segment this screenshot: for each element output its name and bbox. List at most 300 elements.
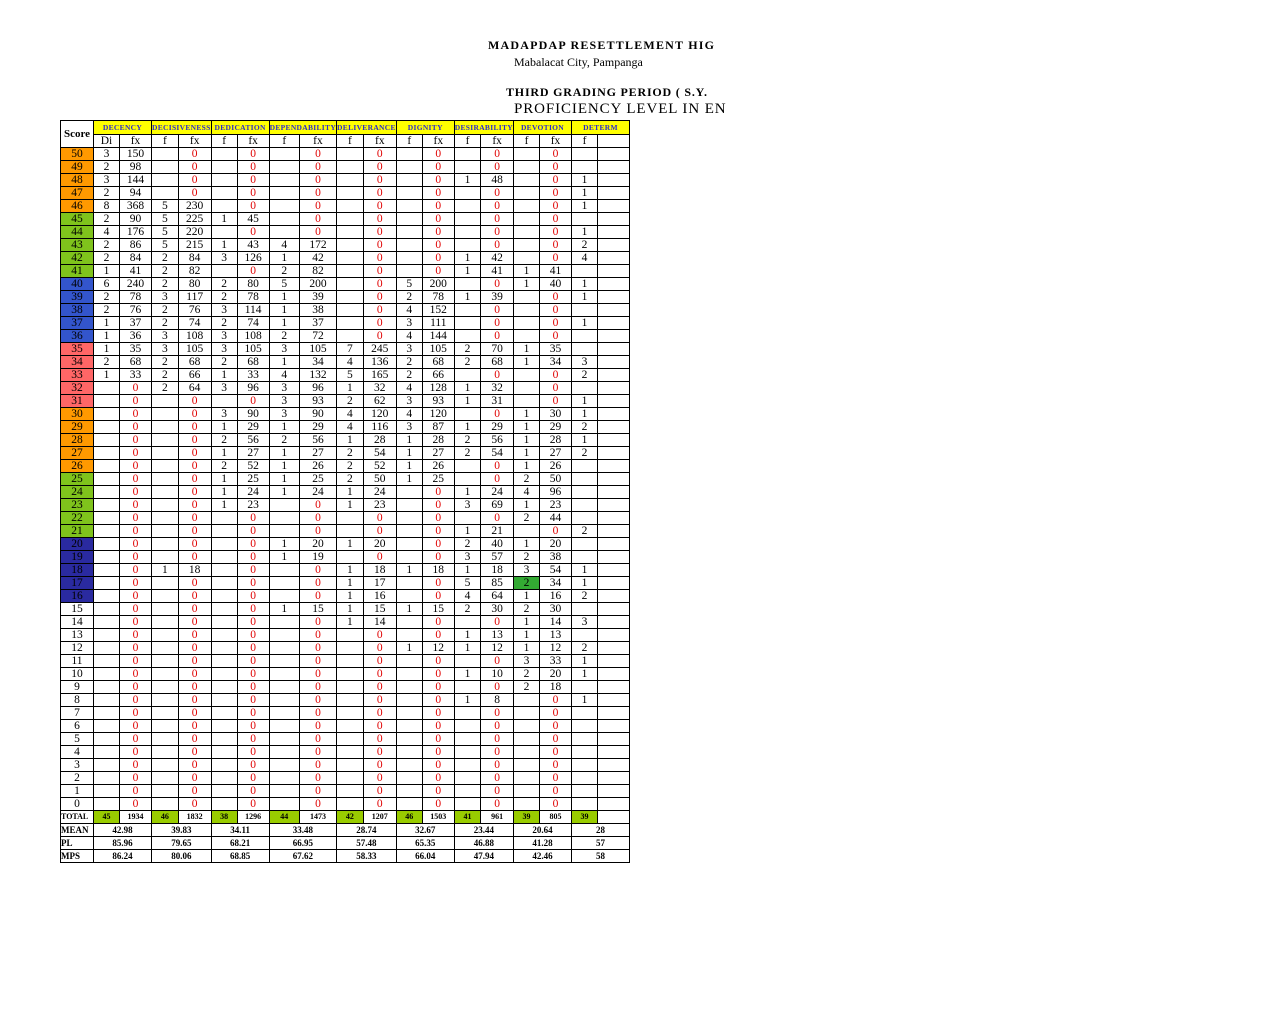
frequency-cell: 1 xyxy=(211,213,237,226)
table-row xyxy=(61,447,630,460)
frequency-cell xyxy=(513,798,539,811)
table-row xyxy=(61,772,630,785)
fx-cell: 0 xyxy=(481,187,514,200)
fx-cell: 0 xyxy=(178,603,211,616)
frequency-cell xyxy=(337,226,364,239)
frequency-cell xyxy=(571,681,597,694)
fx-cell: 39 xyxy=(299,291,336,304)
score-cell: 28 xyxy=(61,434,94,447)
fx-cell: 0 xyxy=(237,200,269,213)
fx-cell: 29 xyxy=(481,421,514,434)
fx-cell xyxy=(597,486,629,499)
frequency-cell xyxy=(396,577,422,590)
table-row xyxy=(61,187,630,200)
frequency-cell xyxy=(571,265,597,278)
frequency-cell xyxy=(211,538,237,551)
frequency-cell: 5 xyxy=(337,369,364,382)
fx-cell: 0 xyxy=(178,187,211,200)
frequency-cell xyxy=(454,616,481,629)
fx-cell: 28 xyxy=(422,434,454,447)
score-cell: 32 xyxy=(61,382,94,395)
fx-cell: 0 xyxy=(363,148,396,161)
fx-cell: 0 xyxy=(120,642,152,655)
fx-cell xyxy=(597,252,629,265)
frequency-cell xyxy=(337,330,364,343)
frequency-cell: 1 xyxy=(571,668,597,681)
frequency-cell xyxy=(269,746,299,759)
frequency-cell xyxy=(571,499,597,512)
frequency-cell: 1 xyxy=(454,265,481,278)
fx-cell: 0 xyxy=(539,772,571,785)
fx-cell: 0 xyxy=(539,330,571,343)
fx-cell: 240 xyxy=(120,278,152,291)
frequency-cell: 3 xyxy=(571,356,597,369)
fx-cell: 105 xyxy=(422,343,454,356)
fx-cell: 0 xyxy=(299,616,336,629)
frequency-cell xyxy=(337,252,364,265)
fx-cell: 0 xyxy=(422,590,454,603)
table-row xyxy=(61,239,630,252)
table-row xyxy=(61,395,630,408)
fx-cell: 82 xyxy=(178,265,211,278)
frequency-cell xyxy=(571,798,597,811)
subheader-fx: fx xyxy=(120,135,152,148)
frequency-cell xyxy=(571,785,597,798)
fx-cell: 0 xyxy=(481,746,514,759)
fx-cell: 25 xyxy=(237,473,269,486)
fx-cell: 0 xyxy=(422,798,454,811)
fx-cell: 0 xyxy=(539,161,571,174)
total-fx: 1473 xyxy=(299,811,336,824)
frequency-cell: 2 xyxy=(211,278,237,291)
frequency-cell xyxy=(513,161,539,174)
frequency-cell xyxy=(513,707,539,720)
frequency-cell: 1 xyxy=(454,174,481,187)
frequency-cell xyxy=(337,629,364,642)
table-row xyxy=(61,291,630,304)
table-row xyxy=(61,486,630,499)
frequency-cell xyxy=(94,421,120,434)
table-row xyxy=(61,434,630,447)
fx-cell: 57 xyxy=(481,551,514,564)
frequency-cell xyxy=(454,408,481,421)
fx-cell: 0 xyxy=(237,512,269,525)
score-cell: 12 xyxy=(61,642,94,655)
frequency-cell: 1 xyxy=(571,226,597,239)
fx-cell: 108 xyxy=(237,330,269,343)
fx-cell: 0 xyxy=(363,187,396,200)
frequency-cell xyxy=(337,187,364,200)
fx-cell: 42 xyxy=(299,252,336,265)
fx-cell xyxy=(597,213,629,226)
frequency-cell xyxy=(571,551,597,564)
fx-cell: 144 xyxy=(120,174,152,187)
frequency-cell: 1 xyxy=(269,447,299,460)
fx-cell: 0 xyxy=(178,655,211,668)
frequency-cell: 2 xyxy=(269,330,299,343)
score-cell: 29 xyxy=(61,421,94,434)
frequency-cell: 4 xyxy=(269,239,299,252)
score-cell: 10 xyxy=(61,668,94,681)
fx-cell: 0 xyxy=(178,577,211,590)
total-fx xyxy=(597,811,629,824)
frequency-cell: 1 xyxy=(454,421,481,434)
total-fx: 961 xyxy=(481,811,514,824)
frequency-cell xyxy=(94,382,120,395)
fx-cell: 87 xyxy=(422,421,454,434)
fx-cell: 33 xyxy=(120,369,152,382)
fx-cell: 0 xyxy=(422,252,454,265)
frequency-cell xyxy=(269,707,299,720)
fx-cell: 0 xyxy=(237,772,269,785)
fx-cell: 0 xyxy=(178,473,211,486)
fx-cell: 27 xyxy=(299,447,336,460)
score-cell: 39 xyxy=(61,291,94,304)
fx-cell: 18 xyxy=(481,564,514,577)
table-row xyxy=(61,343,630,356)
mps-value: 68.85 xyxy=(211,850,269,863)
frequency-cell xyxy=(513,733,539,746)
category-header-dignity: DIGNITY xyxy=(396,121,454,135)
fx-cell xyxy=(597,473,629,486)
frequency-cell: 1 xyxy=(269,421,299,434)
frequency-cell xyxy=(152,525,179,538)
fx-cell xyxy=(597,655,629,668)
fx-cell: 0 xyxy=(363,759,396,772)
fx-cell: 0 xyxy=(299,694,336,707)
fx-cell xyxy=(597,525,629,538)
fx-cell: 0 xyxy=(539,746,571,759)
frequency-cell xyxy=(454,798,481,811)
fx-cell xyxy=(597,694,629,707)
fx-cell: 69 xyxy=(481,499,514,512)
frequency-cell xyxy=(454,226,481,239)
proficiency-table xyxy=(60,120,630,863)
frequency-cell: 4 xyxy=(513,486,539,499)
frequency-cell: 2 xyxy=(454,356,481,369)
frequency-cell xyxy=(454,161,481,174)
frequency-cell xyxy=(269,655,299,668)
fx-cell: 78 xyxy=(237,291,269,304)
table-row xyxy=(61,590,630,603)
fx-cell: 0 xyxy=(120,551,152,564)
fx-cell: 0 xyxy=(237,265,269,278)
frequency-cell xyxy=(454,772,481,785)
fx-cell: 0 xyxy=(178,733,211,746)
total-fx: 1934 xyxy=(120,811,152,824)
frequency-cell xyxy=(513,252,539,265)
frequency-cell xyxy=(211,265,237,278)
score-cell: 30 xyxy=(61,408,94,421)
frequency-cell: 1 xyxy=(269,603,299,616)
fx-cell: 0 xyxy=(120,720,152,733)
frequency-cell: 1 xyxy=(571,694,597,707)
fx-cell: 35 xyxy=(539,343,571,356)
frequency-cell xyxy=(337,239,364,252)
frequency-cell: 1 xyxy=(396,447,422,460)
fx-cell: 14 xyxy=(539,616,571,629)
frequency-cell: 1 xyxy=(571,317,597,330)
frequency-cell: 2 xyxy=(454,447,481,460)
fx-cell xyxy=(597,239,629,252)
mps-row xyxy=(61,850,630,863)
fx-cell: 0 xyxy=(178,395,211,408)
fx-cell: 54 xyxy=(539,564,571,577)
total-frequency: 41 xyxy=(454,811,481,824)
frequency-cell xyxy=(211,174,237,187)
frequency-cell xyxy=(94,525,120,538)
frequency-cell: 1 xyxy=(94,369,120,382)
frequency-cell xyxy=(337,759,364,772)
frequency-cell xyxy=(269,694,299,707)
fx-cell: 144 xyxy=(422,330,454,343)
frequency-cell: 1 xyxy=(513,460,539,473)
score-cell: 40 xyxy=(61,278,94,291)
mps-value: 58.33 xyxy=(337,850,397,863)
frequency-cell: 3 xyxy=(94,148,120,161)
fx-cell: 0 xyxy=(481,473,514,486)
frequency-cell xyxy=(152,681,179,694)
frequency-cell xyxy=(269,161,299,174)
frequency-cell: 3 xyxy=(211,343,237,356)
table-row xyxy=(61,746,630,759)
frequency-cell: 2 xyxy=(269,434,299,447)
frequency-cell xyxy=(513,330,539,343)
frequency-cell: 1 xyxy=(571,434,597,447)
fx-cell: 0 xyxy=(481,616,514,629)
frequency-cell xyxy=(337,551,364,564)
frequency-cell xyxy=(513,369,539,382)
frequency-cell xyxy=(211,668,237,681)
score-cell: 46 xyxy=(61,200,94,213)
fx-cell: 13 xyxy=(481,629,514,642)
score-cell: 41 xyxy=(61,265,94,278)
fx-cell: 0 xyxy=(539,707,571,720)
subheader-fx: fx xyxy=(237,135,269,148)
frequency-cell: 5 xyxy=(269,278,299,291)
frequency-cell xyxy=(152,707,179,720)
total-frequency: 46 xyxy=(152,811,179,824)
fx-cell: 17 xyxy=(363,577,396,590)
fx-cell xyxy=(597,421,629,434)
fx-cell: 0 xyxy=(120,538,152,551)
fx-cell xyxy=(597,512,629,525)
frequency-cell xyxy=(94,629,120,642)
frequency-cell: 5 xyxy=(396,278,422,291)
frequency-cell xyxy=(211,525,237,538)
fx-cell: 54 xyxy=(363,447,396,460)
fx-cell: 0 xyxy=(237,161,269,174)
fx-cell: 0 xyxy=(363,213,396,226)
frequency-cell: 3 xyxy=(396,317,422,330)
table-row xyxy=(61,564,630,577)
score-cell: 19 xyxy=(61,551,94,564)
frequency-cell: 7 xyxy=(337,343,364,356)
fx-cell xyxy=(597,772,629,785)
frequency-cell: 1 xyxy=(513,343,539,356)
frequency-cell xyxy=(396,720,422,733)
frequency-cell: 1 xyxy=(396,473,422,486)
fx-cell: 172 xyxy=(299,239,336,252)
fx-cell: 0 xyxy=(237,707,269,720)
fx-cell: 0 xyxy=(178,785,211,798)
score-cell: 37 xyxy=(61,317,94,330)
frequency-cell: 2 xyxy=(152,369,179,382)
mean-value: 34.11 xyxy=(211,824,269,837)
frequency-cell xyxy=(337,720,364,733)
frequency-cell: 1 xyxy=(454,395,481,408)
score-cell: 25 xyxy=(61,473,94,486)
frequency-cell xyxy=(152,538,179,551)
fx-cell: 96 xyxy=(299,382,336,395)
fx-cell: 0 xyxy=(178,174,211,187)
fx-cell: 0 xyxy=(422,733,454,746)
frequency-cell xyxy=(513,772,539,785)
fx-cell: 20 xyxy=(539,538,571,551)
fx-cell: 96 xyxy=(539,486,571,499)
frequency-cell xyxy=(211,785,237,798)
frequency-cell xyxy=(269,798,299,811)
frequency-cell xyxy=(396,681,422,694)
mean-value: 28.74 xyxy=(337,824,397,837)
category-header-decisiveness: DECISIVENESS xyxy=(152,121,212,135)
frequency-cell xyxy=(571,759,597,772)
frequency-cell: 1 xyxy=(513,408,539,421)
frequency-cell xyxy=(571,538,597,551)
frequency-cell xyxy=(211,772,237,785)
frequency-cell xyxy=(396,590,422,603)
frequency-cell: 1 xyxy=(513,538,539,551)
frequency-cell xyxy=(513,213,539,226)
frequency-cell xyxy=(513,694,539,707)
score-cell: 26 xyxy=(61,460,94,473)
frequency-cell xyxy=(94,746,120,759)
table-row xyxy=(61,174,630,187)
fx-cell: 68 xyxy=(237,356,269,369)
frequency-cell xyxy=(337,317,364,330)
frequency-cell xyxy=(513,291,539,304)
frequency-cell xyxy=(571,486,597,499)
frequency-cell xyxy=(454,330,481,343)
pl-value: 66.95 xyxy=(269,837,336,850)
fx-cell: 0 xyxy=(539,798,571,811)
fx-cell: 15 xyxy=(363,603,396,616)
frequency-cell xyxy=(211,707,237,720)
frequency-cell xyxy=(454,213,481,226)
fx-cell: 230 xyxy=(178,200,211,213)
frequency-cell xyxy=(152,408,179,421)
frequency-cell: 5 xyxy=(152,239,179,252)
frequency-cell: 2 xyxy=(396,291,422,304)
fx-cell: 0 xyxy=(481,707,514,720)
fx-cell: 0 xyxy=(120,759,152,772)
fx-cell: 21 xyxy=(481,525,514,538)
subheader-f: f xyxy=(454,135,481,148)
frequency-cell xyxy=(337,525,364,538)
frequency-cell: 2 xyxy=(211,356,237,369)
total-frequency: 45 xyxy=(94,811,120,824)
frequency-cell: 1 xyxy=(337,577,364,590)
frequency-cell xyxy=(571,603,597,616)
category-header-dependability: DEPENDABILITY xyxy=(269,121,336,135)
fx-cell: 34 xyxy=(299,356,336,369)
fx-cell: 0 xyxy=(481,317,514,330)
frequency-cell xyxy=(211,616,237,629)
pl-row xyxy=(61,837,630,850)
fx-cell xyxy=(597,720,629,733)
subheader-f: f xyxy=(269,135,299,148)
total-fx: 1207 xyxy=(363,811,396,824)
score-cell: 21 xyxy=(61,525,94,538)
frequency-cell xyxy=(94,642,120,655)
fx-cell: 30 xyxy=(539,603,571,616)
frequency-cell: 3 xyxy=(396,421,422,434)
fx-cell: 220 xyxy=(178,226,211,239)
frequency-cell xyxy=(269,733,299,746)
fx-cell: 0 xyxy=(237,551,269,564)
total-fx: 1296 xyxy=(237,811,269,824)
frequency-cell: 3 xyxy=(152,330,179,343)
frequency-cell xyxy=(396,161,422,174)
frequency-cell: 5 xyxy=(454,577,481,590)
frequency-cell xyxy=(211,642,237,655)
fx-cell: 120 xyxy=(422,408,454,421)
frequency-cell xyxy=(269,642,299,655)
fx-cell: 117 xyxy=(178,291,211,304)
frequency-cell: 1 xyxy=(454,525,481,538)
frequency-cell xyxy=(337,642,364,655)
fx-cell: 15 xyxy=(299,603,336,616)
frequency-cell xyxy=(513,395,539,408)
fx-cell: 0 xyxy=(299,746,336,759)
fx-cell: 0 xyxy=(120,668,152,681)
score-cell: 1 xyxy=(61,785,94,798)
mean-value: 23.44 xyxy=(454,824,513,837)
fx-cell xyxy=(597,408,629,421)
score-cell: 44 xyxy=(61,226,94,239)
fx-cell: 29 xyxy=(299,421,336,434)
fx-cell: 0 xyxy=(422,525,454,538)
frequency-cell: 1 xyxy=(454,486,481,499)
frequency-cell xyxy=(396,525,422,538)
fx-cell: 0 xyxy=(363,785,396,798)
fx-cell: 0 xyxy=(178,720,211,733)
fx-cell: 0 xyxy=(120,707,152,720)
frequency-cell xyxy=(571,473,597,486)
frequency-cell: 4 xyxy=(571,252,597,265)
fx-cell xyxy=(597,356,629,369)
frequency-cell: 1 xyxy=(571,174,597,187)
frequency-cell: 1 xyxy=(337,603,364,616)
frequency-cell xyxy=(396,512,422,525)
frequency-cell: 1 xyxy=(571,577,597,590)
fx-cell: 0 xyxy=(120,785,152,798)
frequency-cell: 2 xyxy=(94,304,120,317)
frequency-cell xyxy=(152,746,179,759)
frequency-cell xyxy=(211,759,237,772)
fx-cell: 80 xyxy=(237,278,269,291)
fx-cell: 0 xyxy=(422,772,454,785)
table-row xyxy=(61,369,630,382)
fx-cell: 0 xyxy=(237,694,269,707)
frequency-cell: 3 xyxy=(269,343,299,356)
frequency-cell xyxy=(211,746,237,759)
score-cell: 38 xyxy=(61,304,94,317)
fx-cell: 0 xyxy=(299,161,336,174)
fx-cell: 76 xyxy=(120,304,152,317)
frequency-cell: 1 xyxy=(269,473,299,486)
fx-cell: 0 xyxy=(539,187,571,200)
